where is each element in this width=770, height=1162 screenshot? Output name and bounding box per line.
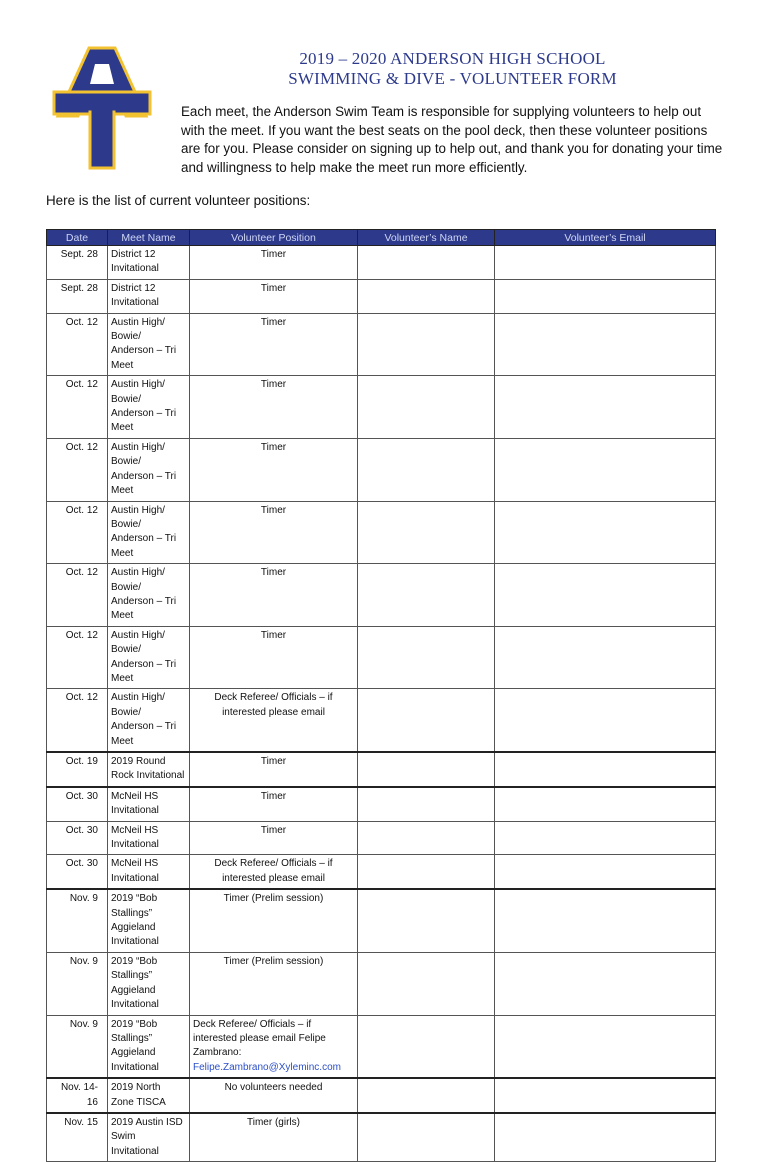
title-line-2: SWIMMING & DIVE - VOLUNTEER FORM	[288, 69, 617, 88]
position-text: No volunteers needed	[224, 1082, 323, 1094]
volunteer-email-cell[interactable]	[495, 1113, 716, 1162]
page-title	[250, 49, 655, 89]
table-row	[47, 1015, 716, 1078]
date-cell: Oct. 12	[47, 376, 108, 439]
volunteer-position-cell	[190, 564, 358, 627]
volunteer-position-cell	[190, 626, 358, 689]
table-row	[47, 313, 716, 376]
table-row	[47, 246, 716, 280]
date-cell: Nov. 15	[47, 1113, 108, 1162]
date-cell: Oct. 12	[47, 689, 108, 752]
volunteer-position-cell	[190, 821, 358, 855]
date-cell: Oct. 19	[47, 752, 108, 787]
volunteer-name-cell[interactable]	[358, 1113, 495, 1162]
volunteer-table	[46, 229, 716, 1162]
meet-name-cell: 2019 “Bob Stallings” Aggieland Invitational	[108, 952, 190, 1015]
volunteer-position-cell	[190, 376, 358, 439]
table-row	[47, 1078, 716, 1113]
position-text: Timer	[260, 441, 287, 453]
volunteer-name-cell[interactable]	[358, 279, 495, 313]
table-row	[47, 501, 716, 564]
volunteer-position-cell	[190, 1113, 358, 1162]
volunteer-name-cell[interactable]	[358, 1015, 495, 1078]
volunteer-name-cell[interactable]	[358, 821, 495, 855]
volunteer-position-cell	[190, 787, 358, 821]
volunteer-name-cell[interactable]	[358, 952, 495, 1015]
volunteer-name-cell[interactable]	[358, 1078, 495, 1113]
date-cell: Oct. 30	[47, 787, 108, 821]
meet-name-cell: Austin High/ Bowie/ Anderson – Tri Meet	[108, 376, 190, 439]
table-row	[47, 564, 716, 627]
table-row	[47, 855, 716, 889]
date-cell: Oct. 12	[47, 626, 108, 689]
date-cell: Nov. 14-16	[47, 1078, 108, 1113]
position-text: Timer	[260, 756, 287, 767]
table-header-row	[47, 230, 716, 246]
volunteer-name-cell[interactable]	[358, 626, 495, 689]
date-cell: Oct. 12	[47, 564, 108, 627]
volunteer-position-cell	[190, 501, 358, 564]
volunteer-email-cell[interactable]	[495, 246, 716, 280]
meet-name-cell: Austin High/ Bowie/ Anderson – Tri Meet	[108, 689, 190, 752]
date-cell: Nov. 9	[47, 1015, 108, 1078]
official-email-link[interactable]: Felipe.Zambrano@Xyleminc.com	[193, 1061, 341, 1073]
table-row	[47, 889, 716, 952]
date-cell: Nov. 9	[47, 889, 108, 952]
position-text: Timer	[260, 790, 287, 802]
date-cell: Sept. 28	[47, 246, 108, 280]
position-text: Timer	[260, 504, 287, 516]
column-header-meet-name: Meet Name	[108, 230, 190, 246]
volunteer-email-cell[interactable]	[495, 1015, 716, 1078]
meet-name-cell: McNeil HS Invitational	[108, 855, 190, 889]
meet-name-cell: Austin High/ Bowie/ Anderson – Tri Meet	[108, 313, 190, 376]
volunteer-email-cell[interactable]	[495, 564, 716, 627]
table-row	[47, 376, 716, 439]
date-cell: Oct. 30	[47, 855, 108, 889]
volunteer-position-cell	[190, 313, 358, 376]
list-label: Here is the list of current volunteer positions:	[46, 193, 311, 208]
meet-name-cell: 2019 Round Rock Invitational	[108, 752, 190, 787]
table-row	[47, 689, 716, 752]
volunteer-email-cell[interactable]	[495, 376, 716, 439]
volunteer-name-cell[interactable]	[358, 564, 495, 627]
table-row	[47, 952, 716, 1015]
table-row	[47, 821, 716, 855]
volunteer-name-cell[interactable]	[358, 246, 495, 280]
position-text: Timer (girls)	[247, 1116, 300, 1128]
date-cell: Oct. 12	[47, 438, 108, 501]
volunteer-email-cell[interactable]	[495, 752, 716, 787]
volunteer-position-cell	[190, 279, 358, 313]
meet-name-cell: Austin High/ Bowie/ Anderson – Tri Meet	[108, 438, 190, 501]
position-text: Timer	[260, 249, 287, 260]
volunteer-position-cell	[190, 1078, 358, 1113]
volunteer-email-cell[interactable]	[495, 501, 716, 564]
volunteer-email-cell[interactable]	[495, 438, 716, 501]
meet-name-cell: McNeil HS Invitational	[108, 821, 190, 855]
meet-name-cell: McNeil HS Invitational	[108, 787, 190, 821]
volunteer-name-cell[interactable]	[358, 313, 495, 376]
column-header-date: Date	[47, 230, 108, 246]
meet-name-cell: 2019 North Zone TISCA	[108, 1078, 190, 1113]
intro-paragraph: Each meet, the Anderson Swim Team is responsible for supplying volunteers to help out with the meet. If you want the best seats on the pool deck, then these volunteer positions are for you. Please consider on signing up to help out, and thank you for donating your time and willingness to help make the meet run more efficiently.	[181, 104, 723, 175]
volunteer-email-cell[interactable]	[495, 952, 716, 1015]
position-text: Timer (Prelim session)	[223, 955, 324, 967]
meet-name-cell: District 12 Invitational	[108, 246, 190, 280]
table-row	[47, 279, 716, 313]
volunteer-email-cell[interactable]	[495, 689, 716, 752]
volunteer-name-cell[interactable]	[358, 438, 495, 501]
volunteer-name-cell[interactable]	[358, 855, 495, 889]
volunteer-position-cell	[190, 855, 358, 889]
column-header-volunteer-position: Volunteer Position	[190, 230, 358, 246]
volunteer-email-cell[interactable]	[495, 787, 716, 821]
meet-name-cell: 2019 Austin ISD Swim Invitational	[108, 1113, 190, 1162]
position-text: Timer	[260, 282, 287, 294]
date-cell: Nov. 9	[47, 952, 108, 1015]
position-text: Timer	[260, 379, 287, 391]
volunteer-email-cell[interactable]	[495, 821, 716, 855]
volunteer-email-cell[interactable]	[495, 855, 716, 889]
date-cell: Sept. 28	[47, 279, 108, 313]
table-row	[47, 438, 716, 501]
meet-name-cell: 2019 “Bob Stallings” Aggieland Invitational	[108, 1015, 190, 1078]
volunteer-email-cell[interactable]	[495, 889, 716, 952]
meet-name-cell: Austin High/ Bowie/ Anderson – Tri Meet	[108, 501, 190, 564]
volunteer-email-cell[interactable]	[495, 279, 716, 313]
table-row	[47, 752, 716, 787]
volunteer-name-cell[interactable]	[358, 889, 495, 952]
volunteer-position-cell	[190, 752, 358, 787]
volunteer-position-cell	[190, 889, 358, 952]
position-text: Deck Referee/ Officials – if interested please email	[214, 858, 333, 884]
position-text: Deck Referee/ Officials – if interested please email	[214, 692, 333, 718]
meet-name-cell: 2019 “Bob Stallings” Aggieland Invitational	[108, 889, 190, 952]
meet-name-cell: Austin High/ Bowie/ Anderson – Tri Meet	[108, 626, 190, 689]
column-header-volunteer-name: Volunteer’s Name	[358, 230, 495, 246]
volunteer-name-cell[interactable]	[358, 376, 495, 439]
table-row	[47, 626, 716, 689]
volunteer-name-cell[interactable]	[358, 787, 495, 821]
date-cell: Oct. 12	[47, 501, 108, 564]
position-text: Timer	[260, 316, 287, 328]
position-text: Timer	[260, 567, 287, 579]
volunteer-position-cell	[190, 689, 358, 752]
volunteer-name-cell[interactable]	[358, 752, 495, 787]
position-text: Deck Referee/ Officials – if interested please email Felipe Zambrano:	[193, 1018, 326, 1059]
date-cell: Oct. 30	[47, 821, 108, 855]
volunteer-email-cell[interactable]	[495, 313, 716, 376]
volunteer-name-cell[interactable]	[358, 501, 495, 564]
date-cell: Oct. 12	[47, 313, 108, 376]
volunteer-email-cell[interactable]	[495, 626, 716, 689]
table-row	[47, 1113, 716, 1162]
title-line-1: 2019 – 2020 ANDERSON HIGH SCHOOL	[299, 49, 606, 68]
position-text: Timer	[260, 629, 287, 641]
volunteer-position-cell	[190, 952, 358, 1015]
anderson-at-logo-icon	[52, 46, 152, 174]
volunteer-name-cell[interactable]	[358, 689, 495, 752]
position-text: Timer	[260, 824, 287, 836]
position-text: Timer (Prelim session)	[223, 893, 324, 905]
volunteer-position-cell	[190, 438, 358, 501]
table-row	[47, 787, 716, 821]
column-header-volunteer-email: Volunteer’s Email	[495, 230, 716, 246]
meet-name-cell: District 12 Invitational	[108, 279, 190, 313]
volunteer-email-cell[interactable]	[495, 1078, 716, 1113]
meet-name-cell: Austin High/ Bowie/ Anderson – Tri Meet	[108, 564, 190, 627]
volunteer-position-cell	[190, 1015, 358, 1078]
volunteer-position-cell	[190, 246, 358, 280]
